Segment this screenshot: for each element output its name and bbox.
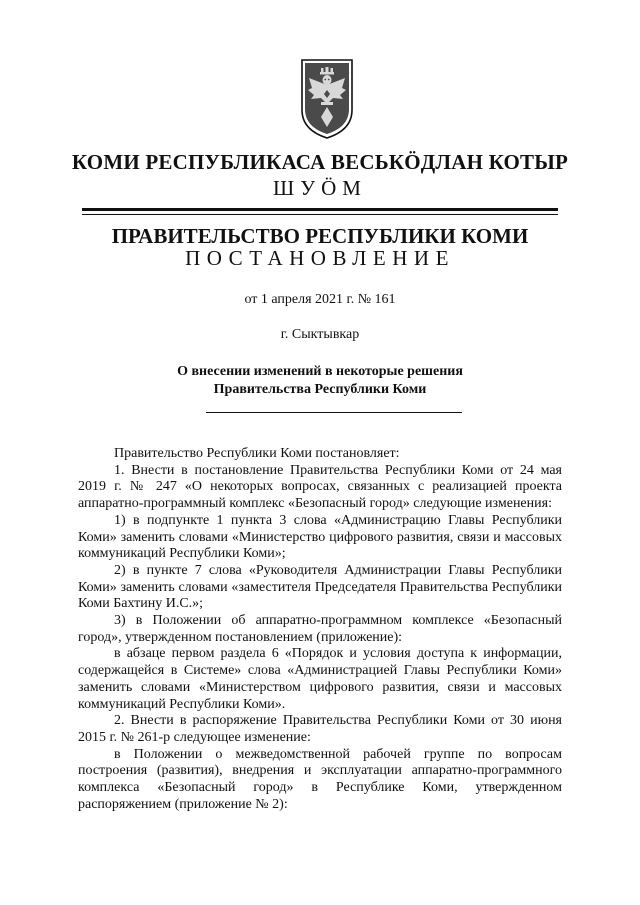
decree-subject <box>0 363 640 399</box>
decree-subject-line: О внесении изменений в некоторые решения <box>177 364 463 379</box>
government-title: ПРАВИТЕЛЬСТВО РЕСПУБЛИКИ КОМИ <box>111 224 529 248</box>
header-divider-thin <box>82 214 558 215</box>
body-paragraph: 2. Внести в распоряжение Правительства Республики Коми от 30 июня 2015 г. № 261-р следующее изменение: <box>78 713 562 745</box>
decree-city: г. Сыктывкар <box>280 327 360 342</box>
body-paragraph: 3) в Положении об аппаратно-программном комплексе «Безопасный город», утвержденном постановлением (приложение): <box>78 613 562 645</box>
decree-title: ПОСТАНОВЛЕНИЕ <box>185 246 455 270</box>
body-paragraph: Правительство Республики Коми постановляет: <box>114 446 400 461</box>
komi-government-title: КОМИ РЕСПУБЛИКАСА ВЕСЬКӦДЛАН КОТЫР <box>71 150 569 174</box>
body-paragraph: 1) в подпункте 1 пункта 3 слова «Администрацию Главы Республики Коми» заменить словами «Министерство цифрового развития, связи и массовых коммуникаций Республики Коми»; <box>78 512 562 562</box>
body-paragraph: 1. Внести в постановление Правительства Республики Коми от 24 мая 2019 г. № 247 «О некоторых вопросах, связанных с реализацией проекта аппаратно-программный комплекс «Безопасный город» следующие изменения: <box>78 462 562 512</box>
body-paragraph: 2) в пункте 7 слова «Руководителя Администрации Главы Республики Коми» заменить словами «заместителя Председателя Правительства Республики Коми Бахтину И.С.»; <box>78 562 562 612</box>
decree-date-number: от 1 апреля 2021 г. № 161 <box>244 292 396 307</box>
subject-underline <box>206 412 462 413</box>
body-paragraph: в Положении о межведомственной рабочей группе по вопросам построения (развития), внедрения и эксплуатации аппаратно-программного комплекса «Безопасный город» в Республике Коми, утвержденном распоряжением (приложение № 2): <box>78 746 562 812</box>
header-divider-thick <box>82 208 558 211</box>
coat-of-arms-icon <box>299 58 355 140</box>
body-paragraph: в абзаце первом раздела 6 «Порядок и условия доступа к информации, содержащейся в Системе» слова «Администрацией Главы Республики Коми» заменить словами «Министерством цифрового развития, связи и массовых коммуникаций Республики Коми». <box>78 646 562 712</box>
decree-body <box>78 446 562 813</box>
decree-subject-line: Правительства Республики Коми <box>213 382 427 397</box>
komi-decree-title: ШУÖМ <box>273 176 367 200</box>
